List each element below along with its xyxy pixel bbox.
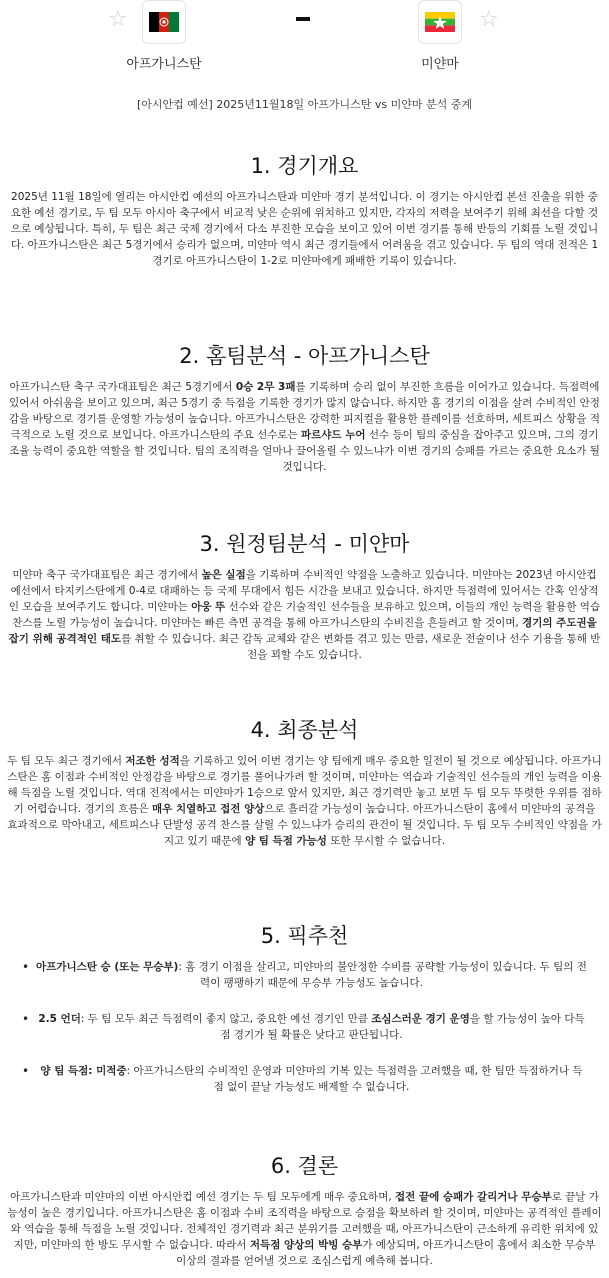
section-away-analysis xyxy=(0,528,609,663)
afghanistan-flag-icon xyxy=(149,12,179,32)
favorite-star-icon-home[interactable]: ☆ xyxy=(108,7,128,32)
text: 로 끝날 가능성이 높은 경기입니다. 아프가니스탄은 홈 이점과 수비 조직력을 바탕으로 승점을 확보하려 할 것이며, 미얀마는 공격적인 플레이와 역습을 통해 득점을 노릴 것입니다. 전체적인 경기력과 최근 분위기를 고려했을 때, 아프가니스탄이 근소하게 유리한 위치에 있지만, 미얀마의 한 방도 무시할 수 없습니다. 따라서 xyxy=(7,1191,602,1251)
away-team-name: 미얀마 xyxy=(421,57,459,72)
text: 미얀마 축구 국가대표팀은 최근 경기에서 xyxy=(12,569,202,581)
section-body xyxy=(0,379,609,475)
list-item xyxy=(22,959,587,991)
emphasis: 파르샤드 누어 xyxy=(301,429,366,441)
favorite-star-icon-away[interactable]: ☆ xyxy=(479,7,499,32)
pick-label: 2.5 언더 xyxy=(38,1013,81,1025)
text: 선수와 같은 기술적인 선수들을 보유하고 있으며, 이들의 개인 능력을 활용한 역습 찬스를 노릴 가능성이 높습니다. 미얀마는 빠른 측면 공격을 통해 아프가니스탄의 수비진을 흔들려고 할 것이며, xyxy=(12,601,601,629)
section-title: 1. 경기개요 xyxy=(250,154,359,178)
list-item xyxy=(22,1063,587,1095)
pick-text: 을 할 가능성이 높아 다득점 경기가 될 확률은 낮다고 판단됩니다. xyxy=(220,1013,585,1041)
emphasis: 저조한 성적 xyxy=(125,755,180,767)
section-title: 6. 결론 xyxy=(270,1154,339,1178)
text: 를 기록하며 승리 없이 부진한 흐름을 이어가고 있습니다. 득점력에 있어서 아쉬움을 보이고 있으며, 최근 5경기 중 득점을 기록한 경기가 많지 않습니다. 하지만 홈 경기의 이점을 살려 수비적인 안정감을 바탕으로 경기를 운영할 가능성이 높습니다. 아프가니스탄은 강력한 피지컬을 활용한 플레이를 선호하며, 세트피스 상황을 적극적으로 노릴 것으로 보입니다. 아프가니스탄의 주요 선수로는 xyxy=(9,381,600,441)
score-separator xyxy=(296,17,310,21)
away-flag-frame xyxy=(418,0,462,44)
pick-text: : 두 팀 모두 최근 득점력이 좋지 않고, 중요한 예선 경기인 만큼 xyxy=(80,1013,372,1025)
text: 선수 등이 팀의 중심을 잡아주고 있으며, 그의 경기 조율 능력이 중요한 역할을 할 것입니다. 팀의 조직력을 얼마나 끌어올릴 수 있느냐가 이번 경기의 승패를 가르는 중요한 요소가 될 것입니다. xyxy=(9,429,600,473)
home-flag-frame xyxy=(142,0,186,44)
section-home-analysis xyxy=(0,340,609,475)
emphasis: 접전 끝에 승패가 갈리거나 무승부 xyxy=(395,1191,552,1203)
emphasis: 양 팀 득점 가능성 xyxy=(244,835,327,847)
home-team-name: 아프가니스탄 xyxy=(126,57,202,72)
match-header xyxy=(0,0,609,88)
text: 아프가니스탄과 미얀마의 이번 아시안컵 예선 경기는 두 팀 모두에게 매우 중요하며, xyxy=(10,1191,396,1203)
emphasis: 경기의 주도권을 잡기 위해 공격적인 태도 xyxy=(8,617,597,645)
emphasis: 0승 2무 3패 xyxy=(235,381,296,393)
pick-text: : 홈 경기 이점을 살리고, 미얀마의 불안정한 수비를 공략할 가능성이 있습니다. 두 팀의 전력이 팽팽하기 때문에 무승부 가능성도 높습니다. xyxy=(178,961,587,989)
section-final-analysis xyxy=(0,714,609,849)
text: 아프가니스탄 축구 국가대표팀은 최근 5경기에서 xyxy=(9,381,236,393)
section-body: 2025년 11월 18일에 열리는 아시안컵 예선의 아프가니스탄과 미얀마 경기 분석입니다. 이 경기는 아시안컵 본선 진출을 위한 중요한 예선 경기로, 두 팀 모두 아시아 축구에서 비교적 낮은 순위에 위치하고 있지만, 각자의 저력을 보여주기 위해 최선을 다할 것으로 예상됩니다. 특히, 두 팀은 최근 국제 경기에서 다소 부진한 모습을 보이고 있어 이번 경기를 통해 반등의 기회를 노릴 것입니다. 아프가니스탄은 최근 5경기에서 승리가 없으며, 미얀마 역시 최근 경기들에서 어려움을 겪고 있습니다. 두 팀의 역대 전적은 1경기로 아프가니스탄이 1-2로 미얀마에게 패배한 기록이 있습니다. xyxy=(10,191,599,267)
text: 으로 흘러갈 가능성이 높습니다. 아프가니스탄이 홈에서 미얀마의 공격을 효과적으로 막아내고, 세트피스나 단발성 공격 찬스를 살릴 수 있느냐가 승리의 관건이 될 것입니다. 두 팀 모두 수비적인 약점을 가지고 있기 때문에 xyxy=(7,803,602,847)
text: 를 취할 수 있습니다. 최근 감독 교체와 같은 변화를 겪고 있는 만큼, 새로운 전술이나 선수 기용을 통해 반전을 꾀할 수도 있습니다. xyxy=(121,633,601,661)
section-conclusion xyxy=(0,1150,609,1269)
myanmar-flag-icon xyxy=(425,12,455,32)
text: 을 기록하며 수비적인 약점을 노출하고 있습니다. 미얀마는 2023년 아시안컵 예선에서 타지키스탄에게 0-4로 대패하는 등 국제 무대에서 힘든 시간을 보내고 있습니다. 하지만 득점력에 있어서는 간혹 인상적인 모습을 보여주기도 합니다. 미얀마는 xyxy=(8,569,599,613)
emphasis: 높은 실점 xyxy=(201,569,246,581)
section-title: 2. 홈팀분석 - 아프가니스탄 xyxy=(179,344,430,368)
section-picks xyxy=(0,920,609,1115)
section-body xyxy=(0,1189,609,1269)
section-title: 3. 원정팀분석 - 미얀마 xyxy=(199,532,410,556)
emphasis: 아웅 뚜 xyxy=(191,601,226,613)
text: 두 팀 모두 최근 경기에서 xyxy=(7,755,126,767)
list-item xyxy=(22,1011,587,1043)
emphasis: 조심스러운 경기 운영 xyxy=(371,1013,470,1025)
pick-label: 아프가니스탄 승 (또는 무승부) xyxy=(36,961,179,973)
text: 을 기록하고 있어 이번 경기는 양 팀에게 매우 중요한 일전이 될 것으로 예상됩니다. 아프가니스탄은 홈 이점과 수비적인 안정감을 바탕으로 경기를 풀어나가려 할 것이며, 미얀마는 역습과 기술적인 선수들의 개인 능력을 이용해 득점을 노릴 것입니다. 역대 전적에서는 미얀마가 1승으로 앞서 있지만, 최근 경기력만 놓고 보면 두 팀 모두 뚜렷한 우위를 점하기 어렵습니다. 경기의 흐름은 xyxy=(7,755,602,815)
section-title: 4. 최종분석 xyxy=(250,718,359,742)
emphasis: 저득점 양상의 박빙 승부 xyxy=(249,1239,363,1251)
pick-text: : 아프가니스탄의 수비적인 운영과 미얀마의 기복 있는 득점력을 고려했을 때, 한 팀만 득점하거나 득점 없이 끝날 가능성도 배제할 수 없습니다. xyxy=(126,1065,583,1093)
section-overview xyxy=(0,150,609,269)
text: 가 예상되며, 아프가니스탄이 홈에서 최소한 무승부 이상의 결과를 얻어낼 것으로 조심스럽게 예측해 봅니다. xyxy=(176,1239,596,1267)
section-body xyxy=(0,753,609,849)
pick-label: 양 팀 득점: 미적중 xyxy=(40,1065,127,1077)
section-title: 5. 픽추천 xyxy=(260,924,349,948)
page-subtitle: [아시안컵 예선] 2025년11월18일 아프가니스탄 vs 미얀마 분석 중계 xyxy=(136,98,473,111)
home-team[interactable] xyxy=(104,0,224,72)
text: 또한 무시할 수 없습니다. xyxy=(326,835,446,847)
emphasis: 매우 치열하고 접전 양상 xyxy=(152,803,265,815)
picks-list xyxy=(0,959,609,1095)
section-body xyxy=(0,567,609,663)
